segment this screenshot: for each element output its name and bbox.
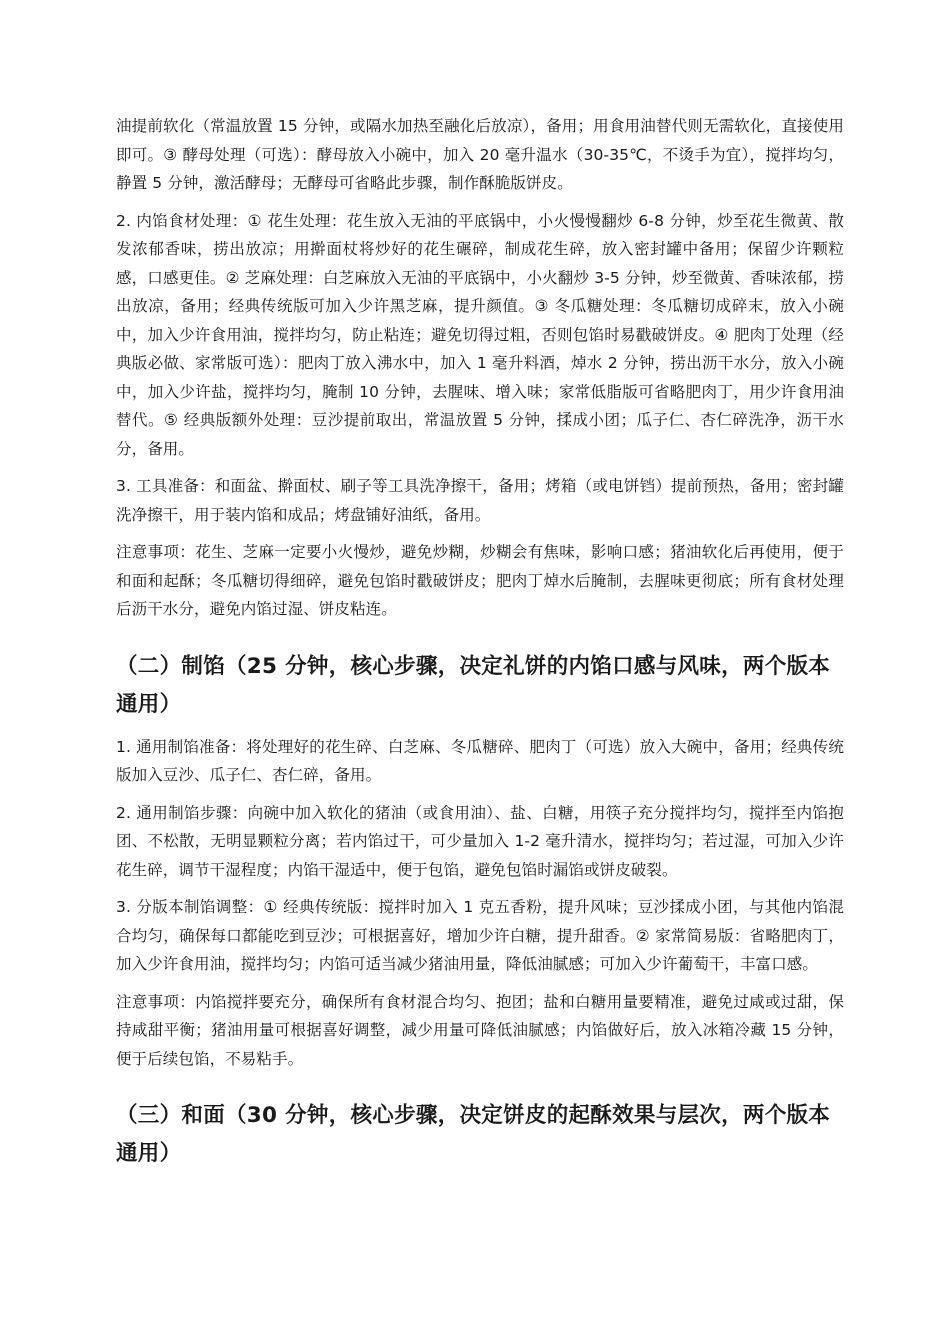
- section-heading-filling: （二）制馅（25 分钟，核心步骤，决定礼饼的内馅口感与风味，两个版本通用）: [116, 653, 831, 717]
- paragraph-filling-prep: 1. 通用制馅准备：将处理好的花生碎、白芝麻、冬瓜糖碎、肥肉丁（可选）放入大碗中，备用；经典传统版加入豆沙、瓜子仁、杏仁碎，备用。: [116, 737, 844, 784]
- paragraph-filling-steps: 2. 通用制馅步骤：向碗中加入软化的猪油（或食用油）、盐、白糖，用筷子充分搅拌均匀，搅拌至内馅抱团、不松散，无明显颗粒分离；若内馅过干，可少量加入 1-2 毫升清水，搅拌均匀；若过湿，可加入少许花生碎，调节干湿程度；内馅干湿适中，便于包馅，避免包馅时漏馅或饼皮破裂。: [116, 803, 844, 879]
- paragraph-notes-2: 注意事项：内馅搅拌要充分，确保所有食材混合均匀、抱团；盐和白糖用量要精准，避免过咸或过甜，保持咸甜平衡；猪油用量可根据喜好调整，减少用量可降低油腻感；内馅做好后，放入冰箱冷藏 15 分钟，便于后续包馅，不易粘手。: [116, 992, 844, 1068]
- paragraph-preparation-continued: 油提前软化（常温放置 15 分钟，或隔水加热至融化后放凉），备用；用食用油替代则无需软化，直接使用即可。③ 酵母处理（可选）：酵母放入小碗中，加入 20 毫升温水（30-35℃，不烫手为宜），搅拌均匀，静置 5 分钟，激活酵母；无酵母可省略此步骤，制作酥脆版饼皮。: [116, 117, 844, 192]
- document-page: [116, 112, 844, 1182]
- paragraph-tool-preparation: 3. 工具准备：和面盆、擀面杖、刷子等工具洗净擦干，备用；烤箱（或电饼铛）提前预热，备用；密封罐洗净擦干，用于装内馅和成品；烤盘铺好油纸，备用。: [116, 477, 844, 524]
- paragraph-notes-1: 注意事项：花生、芝麻一定要小火慢炒，避免炒糊，炒糊会有焦味，影响口感；猪油软化后再使用，便于和面和起酥；冬瓜糖切得细碎，避免包馅时戳破饼皮；肥肉丁焯水后腌制，去腥味更彻底；所有食材处理后沥干水分，避免内馅过湿、饼皮粘连。: [116, 543, 844, 618]
- section-heading-dough: （三）和面（30 分钟，核心步骤，决定饼皮的起酥效果与层次，两个版本通用）: [116, 1103, 831, 1166]
- paragraph-filling-variants: 3. 分版本制馅调整：① 经典传统版：搅拌时加入 1 克五香粉，提升风味；豆沙揉成小团，与其他内馅混合均匀，确保每口都能吃到豆沙；可根据喜好，增加少许白糖，提升甜香。② 家常简易版：省略肥肉丁，加入少许食用油，搅拌均匀；内馅可适当减少猪油用量，降低油腻感；可加入少许葡萄干，丰富口感。: [116, 898, 844, 973]
- paragraph-filling-ingredients: 2. 内馅食材处理：① 花生处理：花生放入无油的平底锅中，小火慢慢翻炒 6-8 分钟，炒至花生微黄、散发浓郁香味，捞出放凉；用擀面杖将炒好的花生碾碎，制成花生碎，放入密封罐中备用；保留少许颗粒感，口感更佳。② 芝麻处理：白芝麻放入无油的平底锅中，小火翻炒 3-5 分钟，炒至微黄、香味浓郁，捞出放凉，备用；经典传统版可加入少许黑芝麻，提升颜值。③ 冬瓜糖处理：冬瓜糖切成碎末，放入小碗中，加入少许食用油，搅拌均匀，防止粘连；避免切得过粗，否则包馅时易戳破饼皮。④ 肥肉丁处理（经典版必做、家常版可选）：肥肉丁放入沸水中，加入 1 毫升料酒，焯水 2 分钟，捞出沥干水分，放入小碗中，加入少许盐，搅拌均匀，腌制 10 分钟，去腥味、增入味；家常低脂版可省略肥肉丁，用少许食用油替代。⑤ 经典版额外处理：豆沙提前取出，常温放置 5 分钟，揉成小团；瓜子仁、杏仁碎洗净，沥干水分，备用。: [116, 211, 844, 458]
